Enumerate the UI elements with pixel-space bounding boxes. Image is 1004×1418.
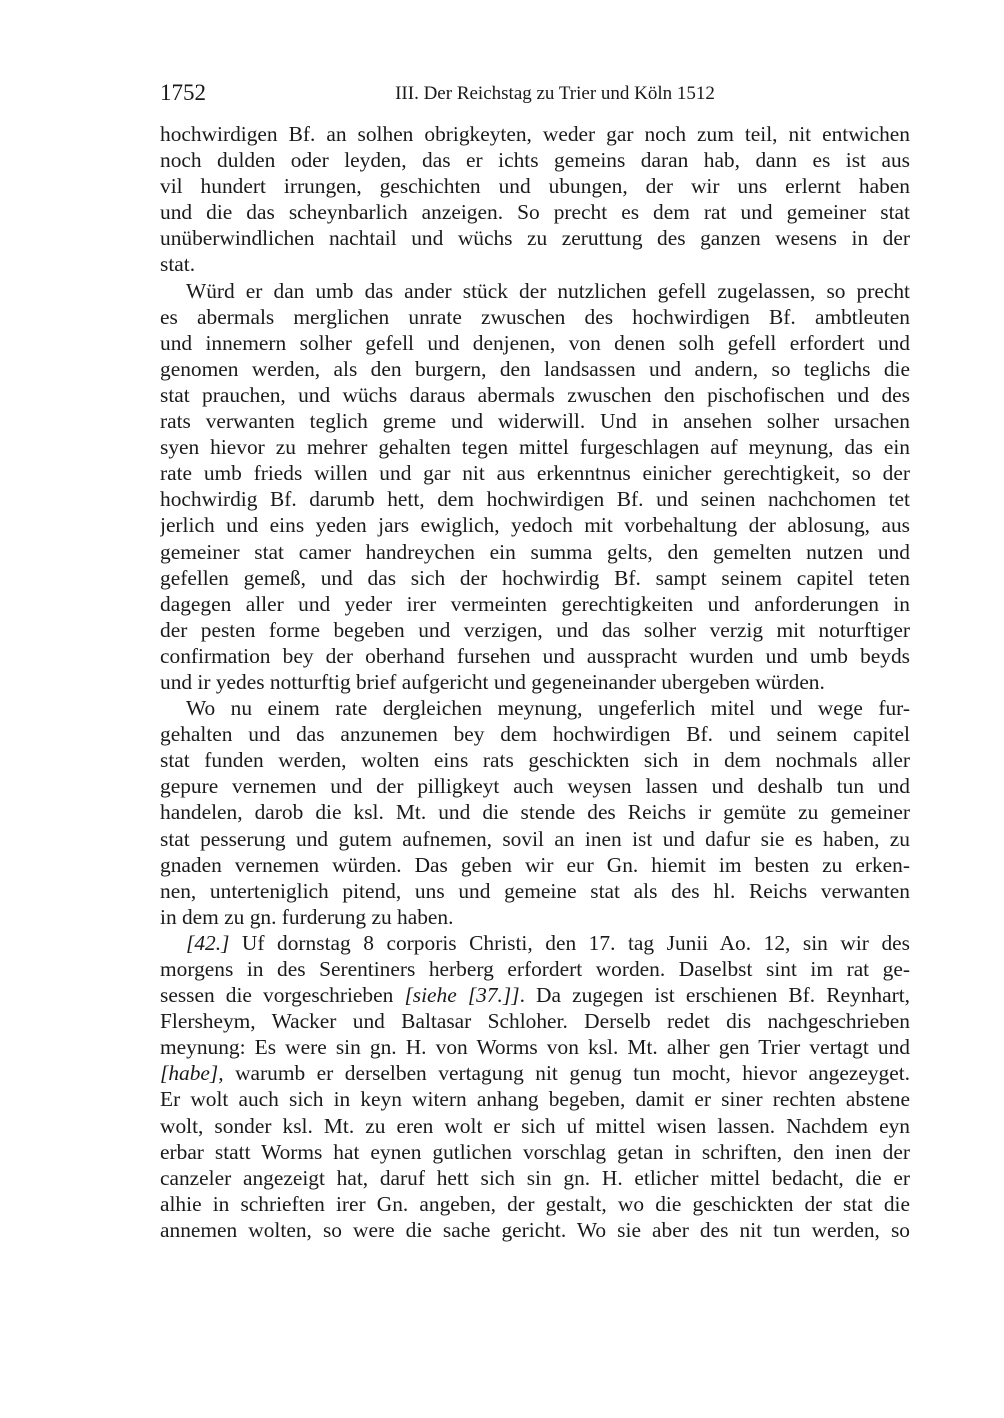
text-line xyxy=(160,1008,910,1034)
text-segment: canzeler angezeigt hat, daruf hett sich sin gn. H. etlicher mittel bedacht, die er xyxy=(160,1165,910,1190)
text-line xyxy=(160,1060,910,1086)
text-segment: annemen wolten, so were die sache gericht. Wo sie aber des nit tun werden, so xyxy=(160,1217,910,1242)
text-segment: nen, unterteniglich pitend, uns und gemeine stat als des hl. Reichs verwanten xyxy=(160,878,910,903)
text-segment: und ir yedes notturftig brief aufgericht und gegeneinander ubergeben würden. xyxy=(160,669,825,694)
text-segment: unüberwindlichen nachtail und wüchs zu zeruttung des ganzen wesens in der xyxy=(160,226,910,251)
text-segment: Flersheym, Wacker und Baltasar Schloher. Derselb redet dis nachgeschrieben xyxy=(160,1009,910,1034)
text-segment: Würd er dan umb das ander stück der nutzlichen gefell zugelassen, so precht xyxy=(186,278,910,303)
text-segment: in dem zu gn. furderung zu haben. xyxy=(160,904,454,929)
running-title: III. Der Reichstag zu Trier und Köln 1512 xyxy=(395,83,715,104)
text-line xyxy=(160,747,910,773)
text-line xyxy=(160,982,910,1008)
text-line xyxy=(160,486,910,512)
text-segment: syen hievor zu mehrer gehalten tegen mittel furgeschlagen auf meynung, das ein xyxy=(160,435,910,460)
text-segment: genomen werden, als den burgern, den landsassen und andern, so teglichs die xyxy=(160,356,910,381)
text-line xyxy=(160,1165,910,1191)
text-segment: hochwirdigen Bf. an solhen obrigkeyten, weder gar noch zum teil, nit entwichen xyxy=(160,122,910,146)
text-line xyxy=(160,1113,910,1139)
text-line xyxy=(160,173,910,199)
text-segment: rats verwanten teglich greme und widerwill. Und in ansehen solher ursachen xyxy=(160,409,910,434)
text-segment: es abermals merglichen unrate zwuschen des hochwirdigen Bf. ambtleuten xyxy=(160,304,910,329)
text-segment: gemeiner stat camer handreychen ein summa gelts, den gemelten nutzen und xyxy=(160,539,910,564)
text-segment: jerlich und eins yeden jars ewiglich, yedoch mit vorbehaltung der ablosung, aus xyxy=(160,513,910,538)
text-segment: noch dulden oder leyden, das er ichts gemeins daran hab, dann es ist aus xyxy=(160,148,910,173)
text-segment: morgens in des Serentiners herberg erfordert worden. Daselbst sint im rat ge- xyxy=(160,957,910,981)
text-segment: und die das scheynbarlich anzeigen. So precht es dem rat und gemeiner stat xyxy=(160,200,910,225)
text-segment: Er wolt auch sich in keyn witern anhang begeben, damit er siner rechten abstene xyxy=(160,1087,910,1112)
text-segment: rate umb frieds willen und gar nit aus erkenntnus einicher gerechtigkeit, so der xyxy=(160,461,910,486)
text-segment: dagegen aller und yeder irer vermeinten gerechtigkeiten und anforderungen in xyxy=(160,591,910,616)
text-line xyxy=(160,1034,910,1060)
text-segment: Uf dornstag 8 corporis Christi, den 17. tag Junii Ao. 12, sin wir des xyxy=(229,930,910,955)
text-segment: . Da zugegen ist erschienen Bf. Reynhart, xyxy=(519,983,910,1008)
text-segment: gepure vernemen und der pilligkeyt auch weysen lassen und deshalb tun und xyxy=(160,774,910,799)
text-line xyxy=(160,330,910,356)
text-segment: der pesten forme begeben und verzigen, und das solher verzig mit noturftiger xyxy=(160,617,910,642)
text-segment: wolt, sonder ksl. Mt. zu eren wolt er sich uf mittel wisen lassen. Nachdem eyn xyxy=(160,1113,910,1138)
text-segment: hochwirdig Bf. darumb hett, dem hochwirdigen Bf. und seinen nachchomen tet xyxy=(160,487,910,512)
text-line xyxy=(160,121,910,147)
text-segment: confirmation bey der oberhand fursehen und ausspracht wurden und umb beyds xyxy=(160,643,910,668)
text-line xyxy=(160,591,910,617)
text-segment: vil hundert irrungen, geschichten und ubungen, der wir uns erlernt haben xyxy=(160,174,910,199)
text-line xyxy=(160,643,910,669)
text-segment: stat pesserung und gutem aufnemen, sovil an inen ist und dafur sie es haben, zu xyxy=(160,826,910,851)
text-line xyxy=(160,1139,910,1165)
text-line xyxy=(160,773,910,799)
page-number: 1752 xyxy=(160,80,206,105)
text-line xyxy=(160,956,910,982)
text-segment: gehalten und das anzunemen bey dem hochwirdigen Bf. und seinem capitel xyxy=(160,722,910,747)
text-line xyxy=(160,304,910,330)
text-line xyxy=(160,147,910,173)
text-segment: meynung: Es were sin gn. H. von Worms von ksl. Mt. alher gen Trier vertagt und xyxy=(160,1035,910,1060)
text-line xyxy=(160,799,910,825)
text-line xyxy=(160,434,910,460)
text-line xyxy=(160,408,910,434)
text-line xyxy=(160,225,910,251)
italic-text-segment: [siehe [37.]] xyxy=(404,983,520,1008)
text-line xyxy=(160,460,910,486)
text-segment: gnaden vernemen würden. Das geben wir eur Gn. hiemit im besten zu erken- xyxy=(160,852,910,877)
text-line xyxy=(160,904,910,930)
text-segment: und innemern solher gefell und denjenen, von denen solh gefell erfordert und xyxy=(160,330,910,355)
text-segment: gefellen gemeß, und das sich der hochwirdig Bf. sampt seinem capitel teten xyxy=(160,565,910,590)
text-line xyxy=(160,669,910,695)
text-line xyxy=(160,1217,910,1243)
text-segment: stat funden werden, wolten eins rats geschickten sich in dem nochmals aller xyxy=(160,748,910,773)
body-text xyxy=(160,121,910,1243)
text-line xyxy=(160,565,910,591)
text-segment: alhie in schrieften irer Gn. angeben, der gestalt, wo die geschickten der stat die xyxy=(160,1191,910,1216)
text-line xyxy=(160,878,910,904)
running-head xyxy=(160,80,910,110)
text-segment: warumb er derselben vertagung nit genug tun mocht, hievor angezeyget. xyxy=(223,1061,910,1086)
text-segment: stat prauchen, und wüchs daraus abermals zwuschen den pischofischen und des xyxy=(160,382,910,407)
italic-text-segment: [habe], xyxy=(160,1061,224,1086)
text-line xyxy=(160,695,910,721)
text-line xyxy=(160,1086,910,1112)
text-line xyxy=(160,1191,910,1217)
text-segment: erbar statt Worms hat eynen gutlichen vorschlag getan in schriften, den inen der xyxy=(160,1139,910,1164)
text-line xyxy=(160,826,910,852)
text-line xyxy=(160,278,910,304)
text-line xyxy=(160,382,910,408)
text-line xyxy=(160,356,910,382)
text-line xyxy=(160,721,910,747)
text-line xyxy=(160,617,910,643)
text-line xyxy=(160,930,910,956)
text-segment: sessen die vorgeschrieben xyxy=(160,983,405,1008)
text-segment: handelen, darob die ksl. Mt. und die stende des Reichs ir gemüte zu gemeiner xyxy=(160,800,910,825)
text-segment: stat. xyxy=(160,252,196,277)
text-line xyxy=(160,199,910,225)
text-line xyxy=(160,539,910,565)
italic-text-segment: [42.] xyxy=(186,930,230,955)
text-segment: Wo nu einem rate dergleichen meynung, ungeferlich mitel und wege fur- xyxy=(186,696,910,721)
text-line xyxy=(160,251,910,277)
text-line xyxy=(160,852,910,878)
text-line xyxy=(160,512,910,538)
